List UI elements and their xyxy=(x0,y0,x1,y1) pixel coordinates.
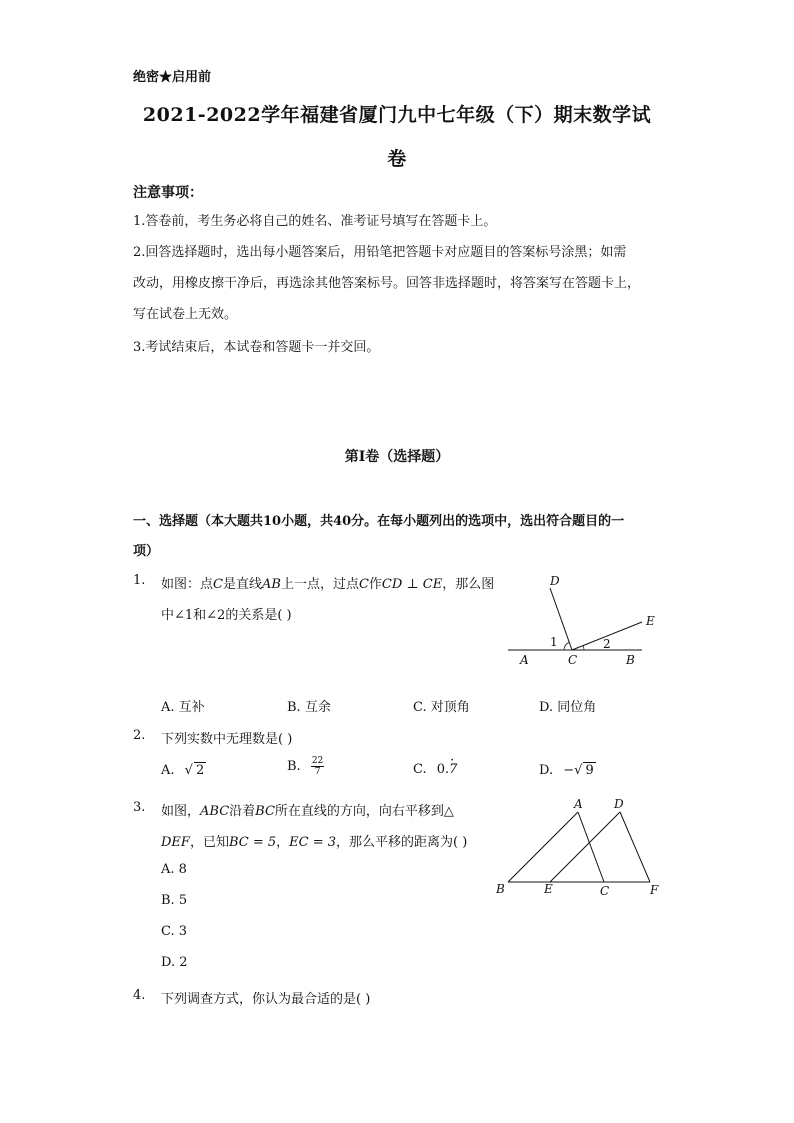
q3-math-bc-eq-5: BC = 5 xyxy=(228,835,277,850)
q3-label-a: A xyxy=(574,797,583,811)
q3-text-part: ， xyxy=(276,835,290,850)
secret-label: 绝密★启用前 xyxy=(133,70,212,85)
q1-label-b: B xyxy=(626,653,635,667)
q2-option-b[interactable] xyxy=(287,756,324,777)
q3-segment-ac xyxy=(578,812,604,882)
notice-item-1: 1.答卷前，考生务必将自己的姓名、准考证号填写在答题卡上。 xyxy=(133,214,497,229)
q3-segment-ab xyxy=(508,812,578,882)
notice-item-3: 3.考试结束后，本试卷和答题卡一并交回。 xyxy=(133,340,380,355)
q1-label-c: C xyxy=(568,653,578,667)
q3-math-abc: ABC xyxy=(200,804,230,819)
q3-label-f: F xyxy=(650,883,659,897)
q1-text-line1 xyxy=(161,573,494,592)
q3-text-part: ，已知 xyxy=(189,835,229,850)
q2-number: 2. xyxy=(133,728,146,743)
q1-text-part: 作 xyxy=(368,577,382,592)
q2-option-c-repeating-digit: · 7 xyxy=(449,762,457,777)
q1-math-cd-perp-ce: CD ⊥ CE xyxy=(381,577,443,592)
q1-text-part: 如图：点 xyxy=(161,577,214,592)
q3-option-d[interactable]: D. 2 xyxy=(161,955,188,970)
q2-option-d-minus: − xyxy=(563,763,575,778)
q3-math-bc: BC xyxy=(255,804,275,819)
q1-figure xyxy=(500,572,660,672)
q1-label-a: A xyxy=(520,653,529,667)
q3-number: 3. xyxy=(133,800,146,815)
notice-item-2-line3: 写在试卷上无效。 xyxy=(133,307,238,322)
q3-segment-ed xyxy=(550,812,620,882)
q1-option-c[interactable]: C. 对顶角 xyxy=(413,700,470,715)
q3-label-d: D xyxy=(614,797,624,811)
notice-item-2-line1: 2.回答选择题时，选出每小题答案后，用铅笔把答题卡对应题目的答案标号涂黑；如需 xyxy=(133,245,627,260)
q2-option-d[interactable]: D. −√ 9 xyxy=(539,763,594,778)
q2-option-b-label: B. xyxy=(287,759,301,774)
q2-option-b-fraction xyxy=(311,756,324,777)
notice-item-2-line2: 改动，用橡皮擦干净后，再选涂其他答案标号。回答非选择题时，将答案写在答题卡上， xyxy=(133,276,641,291)
q2-option-c[interactable] xyxy=(413,762,457,777)
q3-text-part: 如图， xyxy=(161,804,201,819)
q3-text-part: 所在直线的方向，向右平移到△ xyxy=(274,804,454,819)
q2-option-a[interactable]: A. √ 2 xyxy=(161,763,205,778)
q1-text-line2: 中∠1和∠2的关系是( ) xyxy=(161,608,292,623)
q1-text-part: 上一点，过点 xyxy=(280,577,359,592)
q1-option-b[interactable]: B. 互余 xyxy=(287,700,331,715)
q3-math-def: DEF xyxy=(161,835,190,850)
q3-figure xyxy=(490,796,670,900)
q4-number: 4. xyxy=(133,988,146,1003)
q2-option-c-label: C. xyxy=(413,762,427,777)
q2-option-c-value: 0. xyxy=(436,762,450,777)
q3-math-ec-eq-3: EC = 3 xyxy=(289,835,337,850)
q1-math-c: C xyxy=(358,577,369,592)
q2-text: 下列实数中无理数是( ) xyxy=(161,732,293,747)
section-title: 第I卷（选择题） xyxy=(344,449,450,465)
q3-text-line1 xyxy=(161,800,454,819)
notice-heading: 注意事项： xyxy=(133,185,203,201)
q3-text-part: ，那么平移的距离为( ) xyxy=(336,835,468,850)
q3-option-c[interactable]: C. 3 xyxy=(161,924,188,939)
q2-option-a-label: A. xyxy=(161,763,175,778)
q1-text-part: 是直线 xyxy=(222,577,262,592)
q1-label-angle-1: 1 xyxy=(550,635,558,649)
exam-title-line1: 2021-2022学年福建省厦门九中七年级（下）期末数学试 xyxy=(142,104,652,126)
q2-option-d-value: 9 xyxy=(585,763,594,778)
part1-heading-line2: 项） xyxy=(133,544,160,559)
q3-label-b: B xyxy=(496,882,505,896)
q1-label-angle-2: 2 xyxy=(603,637,611,651)
q1-math-ab: AB xyxy=(261,577,281,592)
q1-angle-1-arc xyxy=(564,643,569,651)
q1-text-part: ，那么图 xyxy=(442,577,495,592)
q2-option-d-label: D. xyxy=(539,763,554,778)
q1-number: 1. xyxy=(133,573,146,588)
q1-label-e: E xyxy=(646,614,655,628)
q1-option-a[interactable]: A. 互补 xyxy=(161,700,205,715)
q3-text-part: 沿着 xyxy=(229,804,256,819)
q3-label-c: C xyxy=(600,884,610,898)
q1-math-c: C xyxy=(213,577,223,592)
q1-angle-2-arc xyxy=(583,646,584,651)
q4-text: 下列调查方式，你认为最合适的是( ) xyxy=(161,992,371,1007)
q2-option-a-value: 2 xyxy=(195,763,205,778)
q1-label-d: D xyxy=(550,574,560,588)
q3-text-line2 xyxy=(161,831,467,850)
part1-heading-line1: 一、选择题（本大题共10小题，共40分。在每小题列出的选项中，选出符合题目的一 xyxy=(133,514,625,529)
q2-option-b-numerator: 22 xyxy=(311,756,324,766)
q3-label-e: E xyxy=(544,882,553,896)
q3-segment-df xyxy=(620,812,650,882)
exam-title-line2: 卷 xyxy=(387,148,407,170)
q1-option-d[interactable]: D. 同位角 xyxy=(539,700,597,715)
q3-option-b[interactable]: B. 5 xyxy=(161,893,188,908)
q3-option-a[interactable]: A. 8 xyxy=(161,862,187,877)
q2-option-b-denominator: 7 xyxy=(314,767,321,777)
